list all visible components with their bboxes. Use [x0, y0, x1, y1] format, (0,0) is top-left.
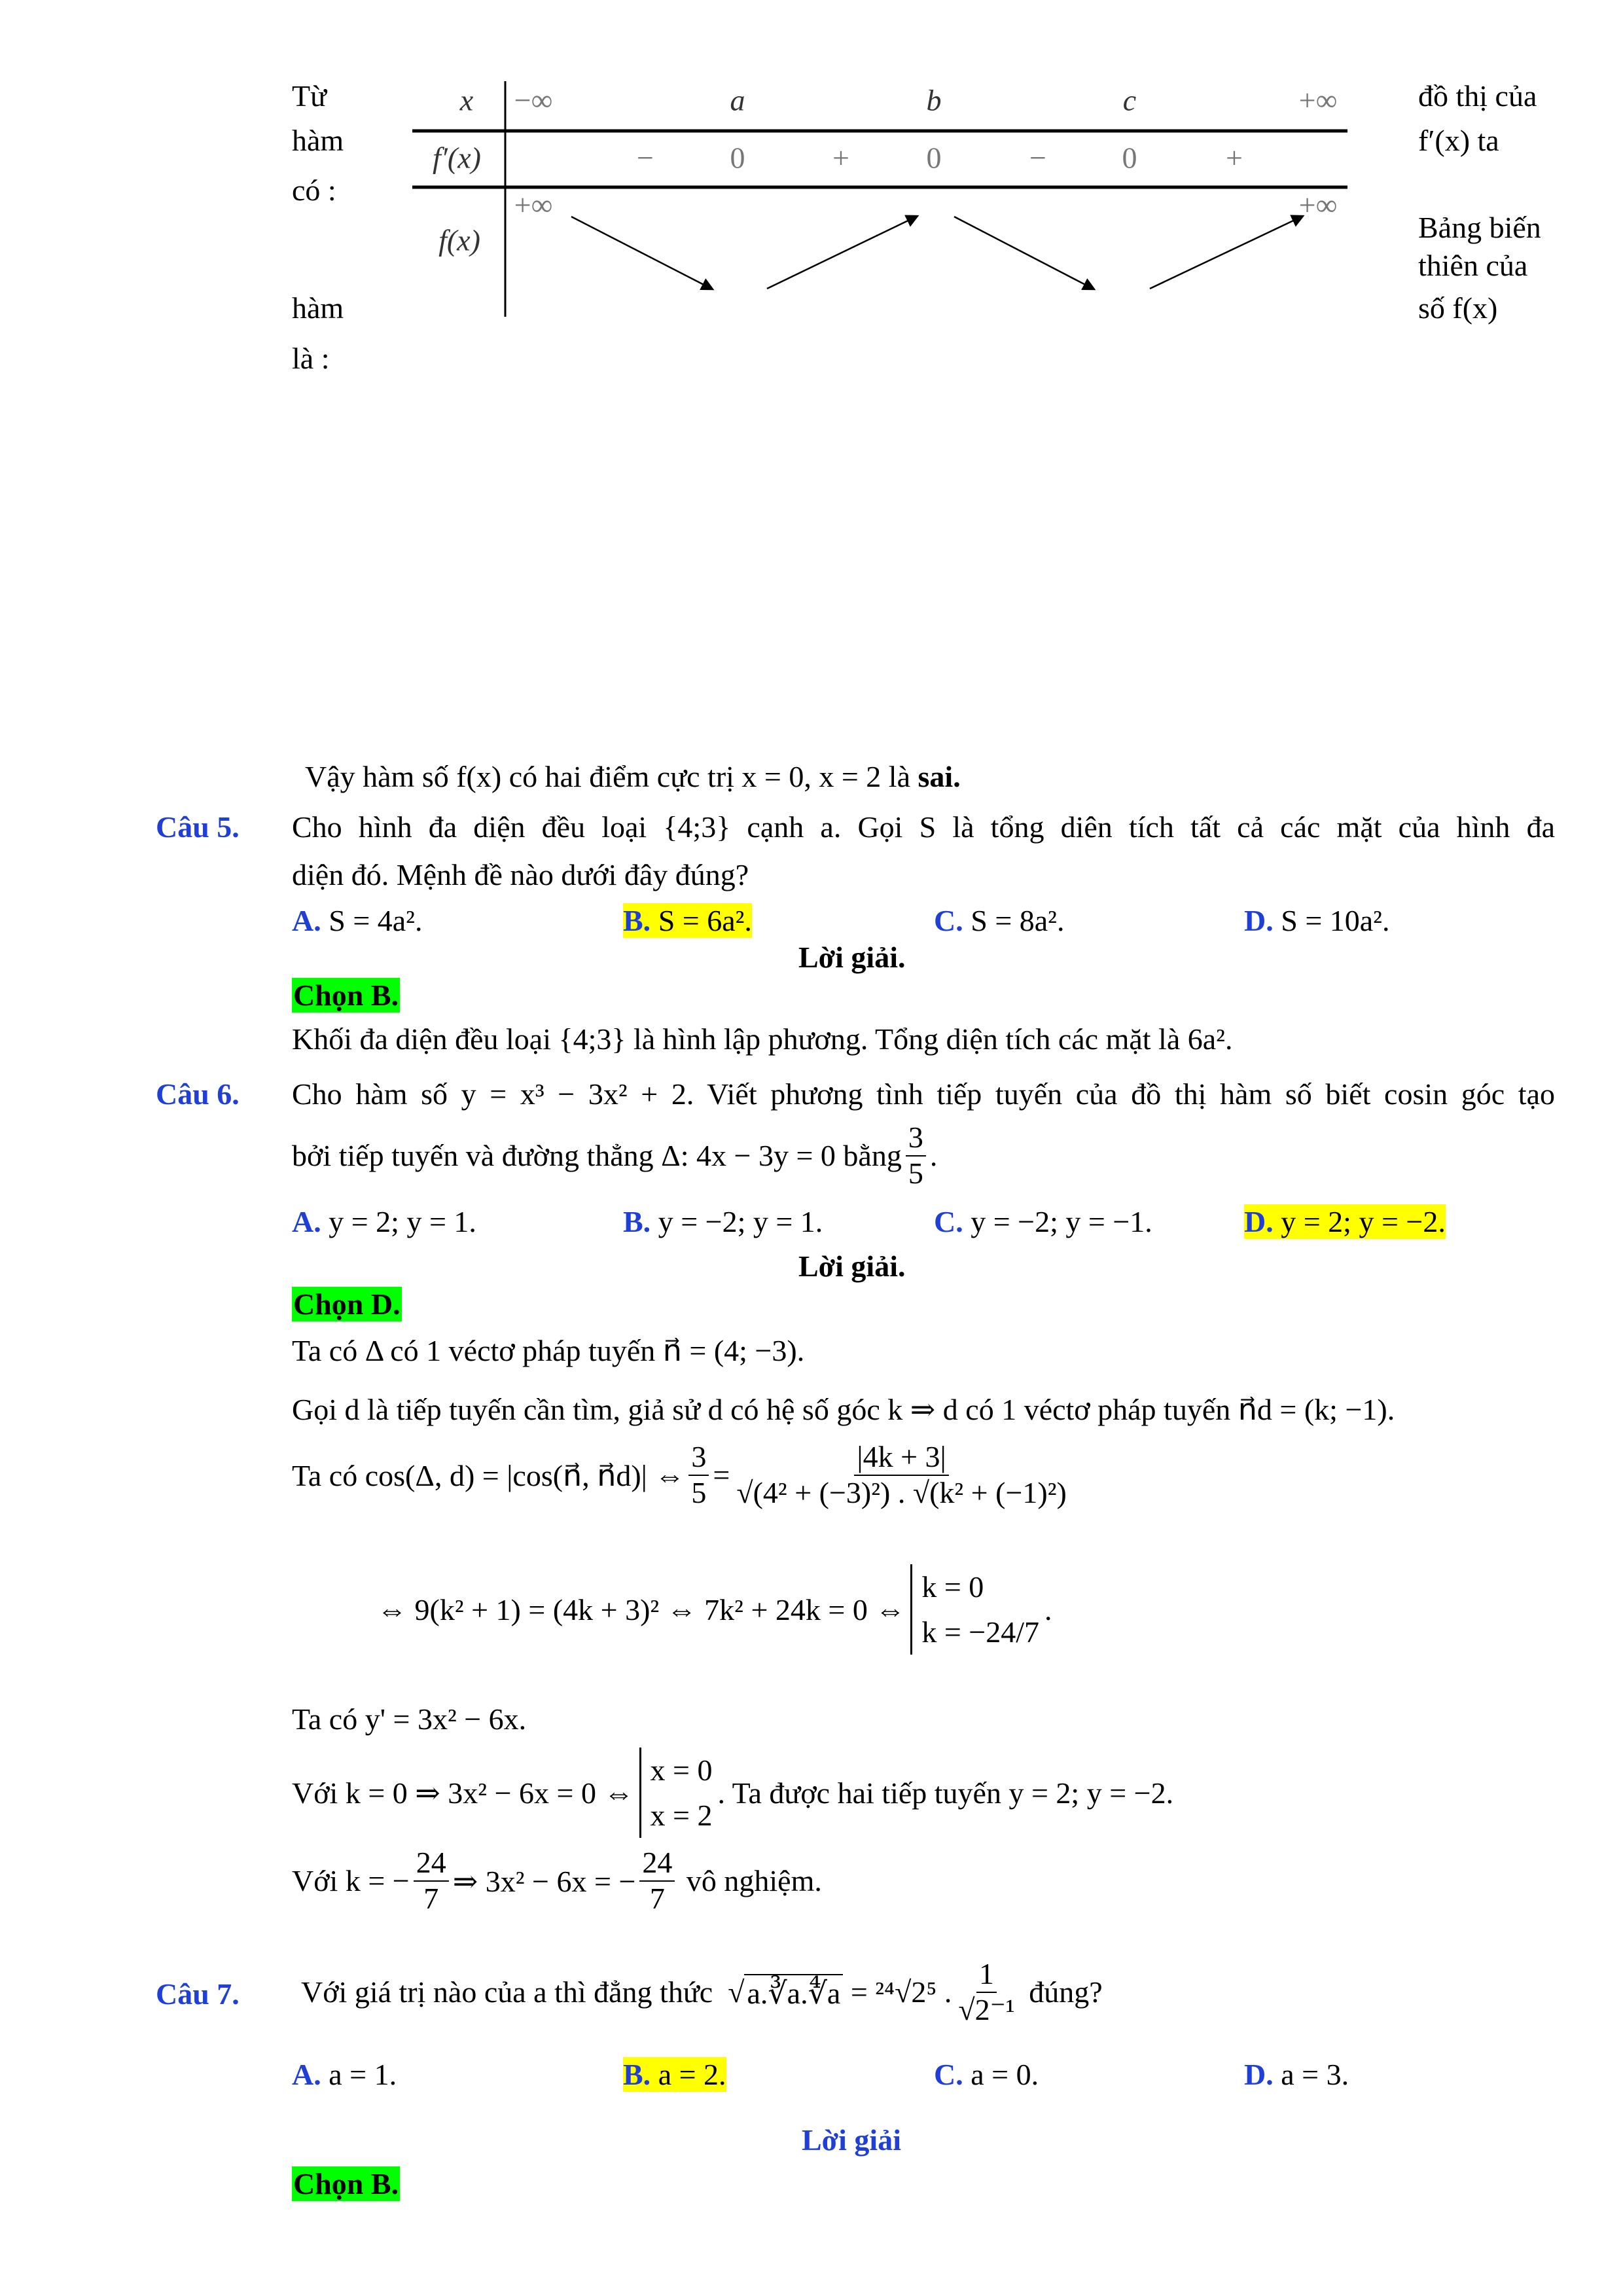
row-label-x: x: [459, 83, 474, 117]
option-text: S = 8a².: [971, 904, 1065, 937]
intro-right-4: thiên của: [1418, 249, 1528, 282]
step3-left: Ta có cos(Δ, d) = |cos(n⃗, n⃗d)| ⇔: [292, 1458, 685, 1492]
q5-line2: diện đó. Mệnh đề nào dưới đây đúng?: [292, 858, 749, 891]
q5-option-d[interactable]: [1244, 903, 1389, 938]
f-value: +∞: [514, 188, 553, 222]
numerator: 3: [906, 1121, 926, 1157]
intro-left-2: hàm: [292, 124, 344, 157]
q7-label: Câu 7.: [156, 1977, 240, 2011]
q6-step2: Gọi d là tiếp tuyến cần tìm, giả sử d có hệ số góc k ⇒ d có 1 véctơ pháp tuyến n⃗d = (k; −1).: [292, 1393, 1395, 1426]
step6-left: Với k = 0 ⇒ 3x² − 6x = 0 ⇔: [292, 1776, 634, 1810]
conclusion-text: Vậy hàm số f(x) có hai điểm cực trị x = 0, x = 2 là: [305, 760, 911, 793]
option-letter: C.: [934, 2058, 963, 2091]
fraction: [955, 1957, 1017, 2028]
q5-line1: [292, 810, 1555, 844]
option-letter: D.: [1244, 2058, 1274, 2091]
step7-c: vô nghiệm.: [686, 1864, 822, 1898]
option-text: a = 0.: [971, 2058, 1039, 2091]
sign: 0: [730, 141, 745, 175]
sign: −: [1029, 141, 1046, 175]
q6-step7: [292, 1846, 822, 1916]
x-value: +∞: [1298, 83, 1338, 117]
option-letter: B.: [623, 904, 651, 937]
sign: 0: [1122, 141, 1137, 175]
row-label-f: f(x): [438, 223, 480, 257]
option-letter: A.: [292, 2058, 321, 2091]
option-letter: C.: [934, 1205, 963, 1238]
q6-line1-text: Cho hàm số y = x³ − 3x² + 2. Viết phương tình tiếp tuyến của đồ thị hàm số biết cosin góc tạo: [292, 1077, 1555, 1111]
q6-option-d[interactable]: [1244, 1204, 1446, 1239]
system-line: x = 2: [650, 1799, 713, 1832]
option-letter: A.: [292, 904, 321, 937]
option-letter: C.: [934, 904, 963, 937]
sign: +: [832, 141, 849, 175]
option-text: a = 1.: [329, 2058, 397, 2091]
q7-option-d[interactable]: [1244, 2057, 1349, 2092]
q6-label: Câu 6.: [156, 1077, 240, 1111]
q6-step4: ⇔ 9(k² + 1) = (4k + 3)² ⇔ 7k² + 24k = 0 ⇔ k = 0 k = −24/7 .: [377, 1564, 1052, 1655]
q7-text-a: Với giá trị nào của a thì đẳng thức: [301, 1975, 713, 2009]
intro-right-1: đồ thị của: [1418, 79, 1537, 113]
denominator: √2⁻¹: [958, 1992, 1015, 2026]
option-letter: D.: [1244, 904, 1274, 937]
option-text: y = −2; y = −1.: [971, 1205, 1152, 1238]
option-text: a = 2.: [658, 2058, 726, 2091]
q7-answer: Chọn B.: [293, 2167, 399, 2200]
denominator: 5: [691, 1475, 707, 1509]
q5-option-b[interactable]: [623, 903, 752, 938]
option-letter: B.: [623, 2058, 651, 2091]
q6-line2-text: bởi tiếp tuyến và đường thẳng Δ: 4x − 3y = 0 bằng: [292, 1139, 902, 1173]
x-value: −∞: [514, 83, 553, 117]
q6-answer: Chọn D.: [293, 1287, 401, 1321]
step6-right: . Ta được hai tiếp tuyến y = 2; y = −2.: [717, 1776, 1174, 1810]
denominator: √(4² + (−3)²) . √(k² + (−1)²): [736, 1475, 1067, 1509]
option-text: a = 3.: [1281, 2058, 1349, 2091]
option-text: S = 10a².: [1281, 904, 1390, 937]
intro-right-3: Bảng biến: [1418, 211, 1541, 244]
q5-solution-title: Lời giải.: [798, 941, 906, 974]
q5-answer: Chọn B.: [293, 978, 399, 1012]
intro-right-5: số f(x): [1418, 291, 1498, 325]
numerator: 1: [976, 1957, 997, 1993]
option-text: y = 2; y = −2.: [1281, 1205, 1446, 1238]
q7-option-c[interactable]: [934, 2057, 1039, 2092]
conclusion: [305, 759, 961, 794]
intro-right-2: f′(x) ta: [1418, 124, 1499, 157]
system-line: k = −24/7: [921, 1615, 1040, 1649]
q7-option-b[interactable]: [623, 2057, 726, 2092]
arrow-down-2: [954, 217, 1093, 289]
step7-b: ⇒ 3x² − 6x = −: [452, 1864, 636, 1898]
sign: +: [1226, 141, 1243, 175]
denominator: 5: [908, 1156, 923, 1190]
arrow-up-1: [767, 217, 916, 289]
arrow-up-2: [1150, 217, 1302, 289]
arrow-down-1: [571, 217, 711, 289]
q5-option-c[interactable]: [934, 903, 1064, 938]
option-text: S = 6a².: [658, 904, 752, 937]
denominator: 7: [649, 1881, 665, 1915]
x-value: b: [926, 83, 942, 117]
q5-explanation: Khối đa diện đều loại {4;3} là hình lập phương. Tổng diện tích các mặt là 6a².: [292, 1022, 1233, 1056]
step4-left: ⇔ 9(k² + 1) = (4k + 3)² ⇔ 7k² + 24k = 0 ⇔: [377, 1592, 906, 1626]
q6-step1: Ta có Δ có 1 véctơ pháp tuyến n⃗ = (4; −3).: [292, 1334, 805, 1367]
fraction: [688, 1440, 709, 1511]
q5-label: Câu 5.: [156, 810, 240, 844]
system-line: k = 0: [921, 1570, 984, 1604]
radical: a.∛a.∜a: [744, 1974, 843, 2011]
option-letter: A.: [292, 1205, 321, 1238]
row-label-fprime: f′(x): [433, 141, 481, 175]
q6-line1: [292, 1077, 1555, 1111]
conclusion-bold: sai.: [918, 760, 961, 793]
q7-eq: = ²⁴√2⁵ .: [850, 1975, 952, 2009]
q6-option-a[interactable]: [292, 1204, 476, 1239]
option-text: y = −2; y = 1.: [658, 1205, 823, 1238]
q6-step5: Ta có y' = 3x² − 6x.: [292, 1702, 527, 1736]
q6-option-c[interactable]: [934, 1204, 1152, 1239]
solution-system: [639, 1748, 713, 1838]
intro-left-4: hàm: [292, 291, 344, 325]
q5-option-a[interactable]: [292, 903, 422, 938]
intro-left-3: có :: [292, 173, 336, 207]
x-value: c: [1122, 83, 1137, 117]
fraction: [414, 1846, 449, 1916]
q7-solution-title: Lời giải: [802, 2123, 901, 2157]
numerator: 3: [688, 1440, 709, 1476]
x-value: a: [730, 83, 745, 117]
option-text: y = 2; y = 1.: [329, 1205, 476, 1238]
system-line: x = 0: [650, 1753, 713, 1787]
intro-left-1: Từ: [292, 79, 327, 113]
fraction: [906, 1121, 926, 1191]
q6-line2: bởi tiếp tuyến và đường thẳng Δ: 4x − 3y = 0 bằng $\frac{3}{5}$ .: [292, 1121, 938, 1190]
q6-option-b[interactable]: [623, 1204, 823, 1239]
q7-text: Với giá trị nào của a thì đẳng thức √ a.∛a.∜a = ²⁴√2⁵ . $\frac{1}{\text{√2⁻¹}}$ đúng?: [301, 1957, 1103, 2026]
q5-line1-text: Cho hình đa diện đều loại {4;3} cạnh a. Gọi S là tổng diên tích tất cả các mặt của hình đa: [292, 810, 1555, 844]
solution-system: [910, 1564, 1039, 1655]
sign: −: [637, 141, 654, 175]
fraction: [639, 1846, 675, 1916]
q6-step6: [292, 1748, 1173, 1838]
q6-step3: Ta có cos(Δ, d) = |cos(n⃗, n⃗d)| ⇔ $\frac{3}{5}$ = $\frac{|4k + 3|}{\text{√(4² + (−3)²) . √(k² + (−1)²)}}$: [292, 1440, 1073, 1511]
cos-fraction: [734, 1440, 1069, 1511]
q6-solution-title: Lời giải.: [798, 1249, 906, 1283]
option-letter: B.: [623, 1205, 651, 1238]
step7-a: Với k = −: [292, 1864, 410, 1898]
sign: 0: [926, 141, 942, 175]
denominator: 7: [423, 1881, 439, 1915]
numerator: 24: [639, 1846, 675, 1882]
numerator: |4k + 3|: [854, 1440, 948, 1476]
option-letter: D.: [1244, 1205, 1274, 1238]
option-text: S = 4a².: [329, 904, 423, 937]
f-value: +∞: [1298, 188, 1338, 222]
q7-text-b: đúng?: [1029, 1975, 1103, 2009]
numerator: 24: [414, 1846, 449, 1882]
q7-option-a[interactable]: [292, 2057, 397, 2092]
intro-left-5: là :: [292, 342, 330, 375]
variation-table-lines: [0, 0, 1623, 340]
